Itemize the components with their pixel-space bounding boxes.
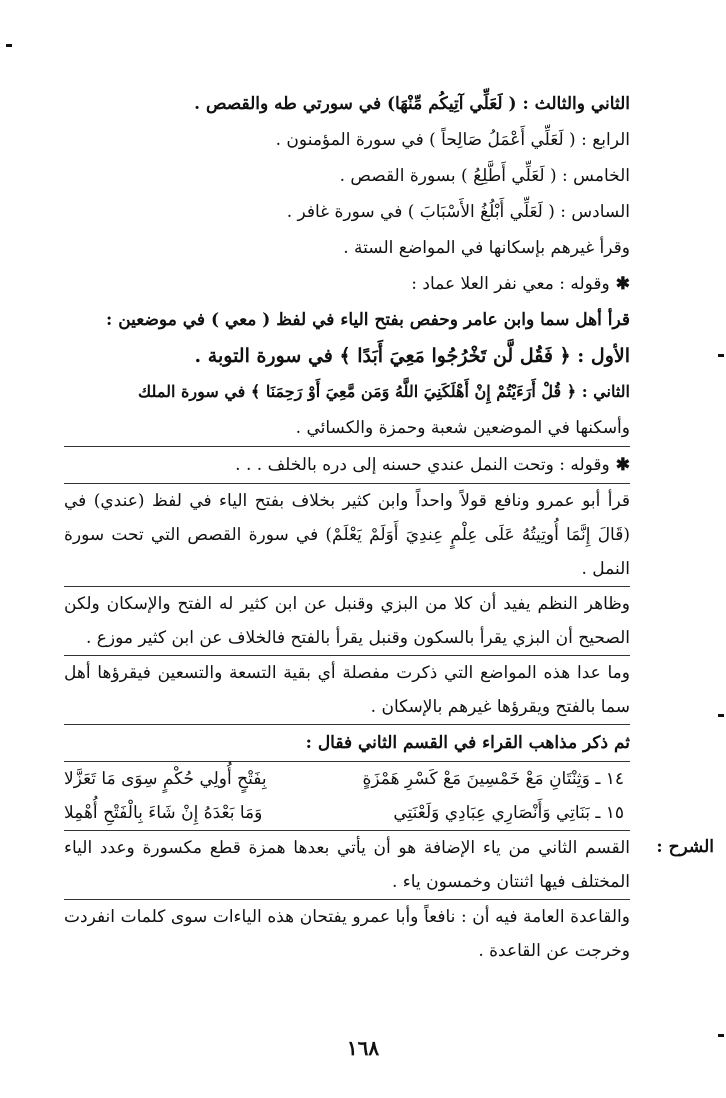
margin-mark [6, 44, 12, 47]
margin-mark [718, 354, 724, 357]
text-line: وقرأ غيرهم بإسكانها في المواضع الستة . [343, 238, 630, 258]
verse-line [64, 762, 630, 796]
paragraph: والقاعدة العامة فيه أن : نافعاً وأبا عمرو يفتحان هذه الياءات سوى كلمات انفردت وخرجت عن القاعدة . [64, 907, 630, 961]
text-line: السادس : ( لَعَلِّي أَبْلُغُ الأَسْبَابَ ) في سورة غافر . [286, 202, 630, 222]
paragraph: القسم الثاني من ياء الإضافة هو أن يأتي بعدها همزة قطع مكسورة وعدد الياء المختلف فيها اثنتان وخمسون ياء . [64, 838, 630, 892]
margin-mark [718, 714, 724, 717]
text-line [64, 447, 630, 483]
text-line [64, 266, 630, 302]
sharh-section [64, 831, 714, 899]
text-line: الخامس : ( لَعَلِّي أَطَّلِعُ ) بسورة القصص . [339, 166, 630, 186]
star-icon: ✱ [615, 455, 630, 475]
text-line: الرابع : ( لَعَلِّي أَعْمَلُ صَالِحاً ) في سورة المؤمنون . [275, 130, 630, 150]
text-line: الثاني والثالث : ( لَعَلِّي آتِيكُم مِّنْهَا) في سورتي طه والقصص . [194, 94, 630, 114]
text-line: الأول : ﴿ فَقُل لَّن تَخْرُجُوا مَعِيَ أَبَدًا ﴾ في سورة التوبة . [194, 345, 630, 367]
text-line: ثم ذكر مذاهب القراء في القسم الثاني فقال : [305, 733, 630, 753]
text-line: وأسكنها في الموضعين شعبة وحمزة والكسائي . [295, 418, 630, 438]
text-line: الثاني : ﴿ قُلْ أَرَءَيْتُمْ إِنْ أَهْلَكَنِيَ اللَّهُ وَمَن مَّعِيَ أَوْ رَحِمَنَا ﴾ في سورة الملك [138, 382, 630, 401]
verse-first-half: ١٥ ـ بَنَاتِي وَأَنْصَارِي عِبَادِي وَلَعْنَتِي [393, 803, 624, 823]
verse-line [64, 796, 630, 830]
verse-second-half: بِفَتْحٍ أُولِي حُكْمٍ سِوَى مَا تَعَزَّلا [64, 769, 267, 789]
verse-first-half: ١٤ ـ وَثِنْتَانِ مَعْ خَمْسِينَ مَعْ كَسْرِ هَمْزَةٍ [362, 769, 624, 789]
page-body [64, 86, 714, 968]
sharh-label: الشرح : [656, 837, 714, 857]
paragraph: وظاهر النظم يفيد أن كلا من البزي وقنبل عن ابن كثير له الفتح والإسكان ولكن الصحيح أن البزي يقرأ بالسكون وقنبل يقرأ بالفتح فالخلاف عن ابن كثير موزع . [64, 594, 630, 648]
quote-text: وقوله : معي نفر العلا عماد : [411, 274, 610, 294]
paragraph: وما عدا هذه المواضع التي ذكرت مفصلة أي بقية التسعة والتسعين فيقرؤها أهل سما بالفتح ويقرؤها غيرهم بالإسكان . [64, 663, 630, 717]
paragraph: قرأ أبو عمرو ونافع قولاً واحداً وابن كثير بخلاف بفتح الياء في لفظ (عندي) في (قَالَ إِنَّمَا أُوتِيتُهُ عَلَى عِلْمٍ عِندِيَ أَوَلَمْ يَعْلَمْ) في سورة القصص التي تحت سورة النمل . [64, 491, 630, 579]
quote-text: وقوله : وتحت النمل عندي حسنه إلى دره بالخلف . . . [235, 455, 610, 475]
text-line: قرأ أهل سما وابن عامر وحفص بفتح الياء في لفظ ( معي ) في موضعين : [106, 310, 630, 330]
star-icon: ✱ [615, 274, 630, 294]
page-number: ١٦٨ [346, 1036, 380, 1060]
verse-second-half: وَمَا بَعْدَهُ إِنْ شَاءَ بِالْفَتْحِ أُهْمِلا [64, 803, 263, 823]
